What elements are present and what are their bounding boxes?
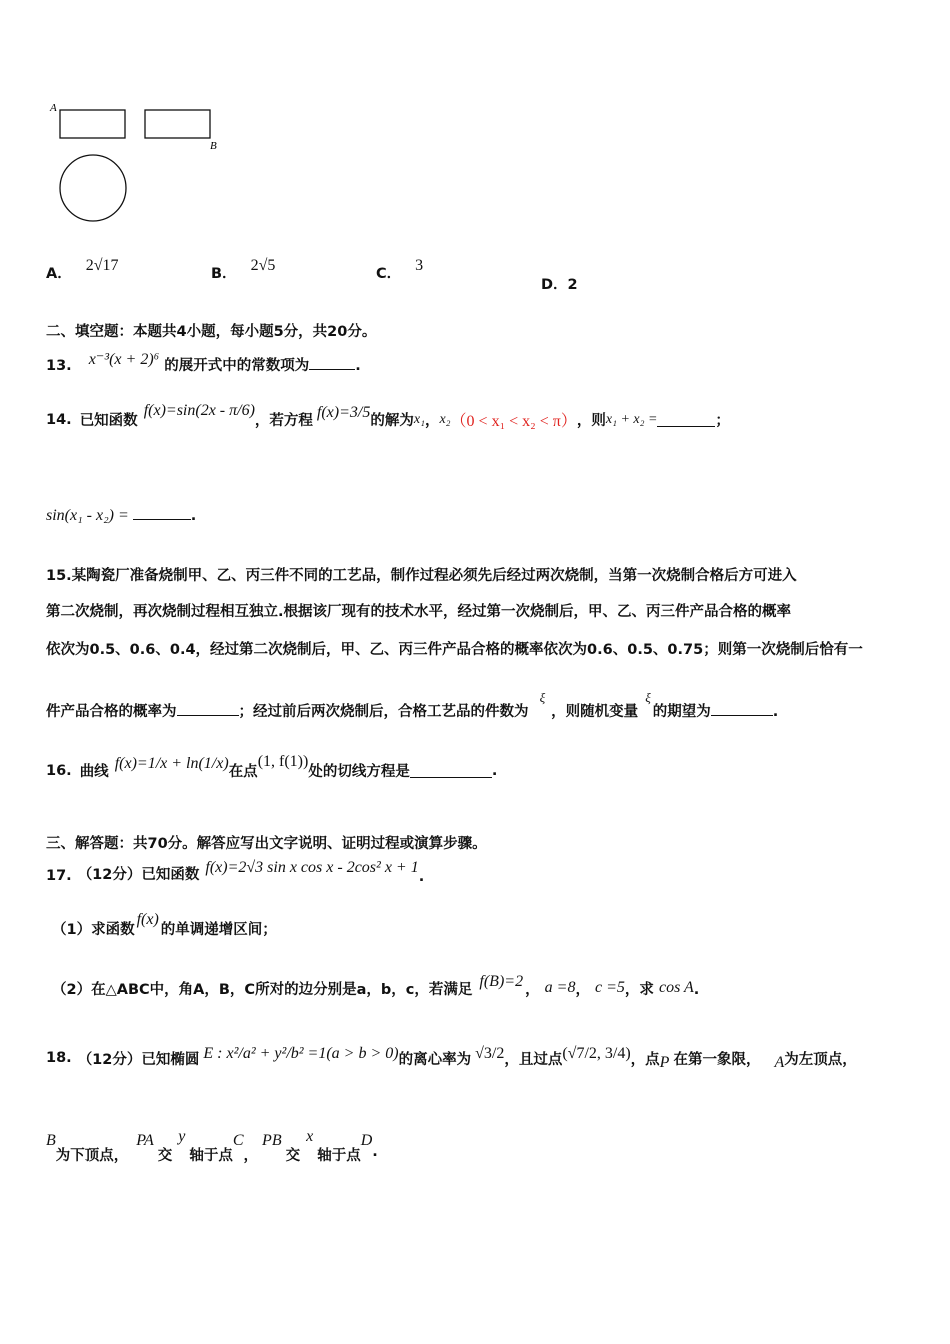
q18-line2: B 为下顶点， PA 交 y 轴于点 C ， PB 交 x 轴于点 D . bbox=[46, 1128, 378, 1164]
q16-function: f(x)=1/x + ln(1/x) bbox=[114, 754, 229, 772]
q16-point: (1, f(1)) bbox=[257, 752, 309, 770]
left-rectangle bbox=[60, 110, 125, 138]
section2-heading: 二、填空题：本题共4小题，每小题5分，共20分。 bbox=[46, 324, 377, 340]
section3-heading: 三、解答题：共70分。解答应写出文字说明、证明过程或演算步骤。 bbox=[46, 836, 487, 852]
q15-line4: 件产品合格的概率为 ；经过前后两次烧制后，合格工艺品的件数为 ξ，则随机变量 ξ的期望为 . bbox=[46, 690, 779, 720]
q18-point: (√7/2, 3/4) bbox=[562, 1045, 631, 1062]
q13-expression: x⁻³(x + 2)⁶ bbox=[88, 351, 160, 368]
right-rectangle bbox=[145, 110, 210, 138]
q18-ellipse-equation: E : x²/a² + y²/b² =1(a > b > 0) bbox=[203, 1045, 399, 1062]
q14-condition: （0 < x₁ < x₂ < π） bbox=[450, 413, 577, 430]
question-14: 14. 已知函数 f(x)=sin(2x - π/6) ，若方程 f(x)=3/5 的解为 x₁ ， x₂ （0 < x₁ < x₂ < π） ，则 x₁ + x₂ = ； bbox=[46, 401, 730, 430]
option-c: C． 3 bbox=[376, 257, 424, 282]
question-13: 13. x⁻³(x + 2)⁶ 的展开式中的常数项为 . bbox=[46, 351, 361, 374]
option-b-value: 2√5 bbox=[250, 257, 276, 274]
figure-label-b: B bbox=[210, 140, 217, 152]
q15-line2: 第二次烧制，再次烧制过程相互独立.根据该厂现有的技术水平，经过第一次烧制后，甲、乙、丙三件产品合格的概率 bbox=[46, 604, 792, 620]
option-b: B． 2√5 bbox=[211, 257, 276, 282]
q17-part2: （2）在△ABC中，角A，B，C所对的边分别是a，b，c，若满足 f(B)=2 ， a =8， c =5，求 cos A. bbox=[52, 973, 700, 998]
q15-line3: 依次为0.5、0.6、0.4，经过第二次烧制后，甲、乙、丙三件产品合格的概率依次为0.6、0.5、0.75；则第一次烧制后恰有一 bbox=[46, 642, 863, 658]
question-17: 17. （12分） 已知函数 f(x)=2√3 sin x cos x - 2cos² x + 1 . bbox=[46, 859, 425, 885]
option-c-value: 3 bbox=[415, 257, 424, 274]
question-18: 18. （12分） 已知椭圆 E : x²/a² + y²/b² =1(a > b > 0) 的离心率为 √3/2 ，且过点 (√7/2, 3/4) ，点 P 在第一象限， A 为左顶点， bbox=[46, 1045, 857, 1071]
q14-line2: sin(x₁ - x₂) = . bbox=[46, 507, 197, 524]
question-16: 16. 曲线 f(x)=1/x + ln(1/x) 在点 (1, f(1)) 处的切线方程是 . bbox=[46, 752, 498, 780]
option-d-value: 2 bbox=[567, 277, 578, 293]
q14-function: f(x)=sin(2x - π/6) bbox=[143, 401, 255, 419]
q14-sin-expression: sin(x₁ - x₂) = bbox=[46, 507, 129, 524]
q17-function: f(x)=2√3 sin x cos x - 2cos² x + 1 bbox=[205, 859, 419, 876]
q14-equation: f(x)=3/5 bbox=[316, 403, 371, 421]
option-d: D．2 bbox=[541, 277, 578, 293]
q18-eccentricity: √3/2 bbox=[475, 1045, 505, 1062]
geometry-figure bbox=[45, 98, 235, 228]
q15-line1: 15.某陶瓷厂准备烧制甲、乙、丙三件不同的工艺品，制作过程必须先后经过两次烧制，当第一次烧制合格后方可进入 bbox=[46, 568, 797, 584]
figure-label-a: A bbox=[50, 102, 57, 114]
q17-part1: （1）求函数f(x)的单调递增区间； bbox=[52, 911, 277, 938]
option-a-value: 2√17 bbox=[85, 257, 119, 274]
circle-shape bbox=[60, 155, 126, 221]
option-a: A． 2√17 bbox=[46, 257, 119, 282]
